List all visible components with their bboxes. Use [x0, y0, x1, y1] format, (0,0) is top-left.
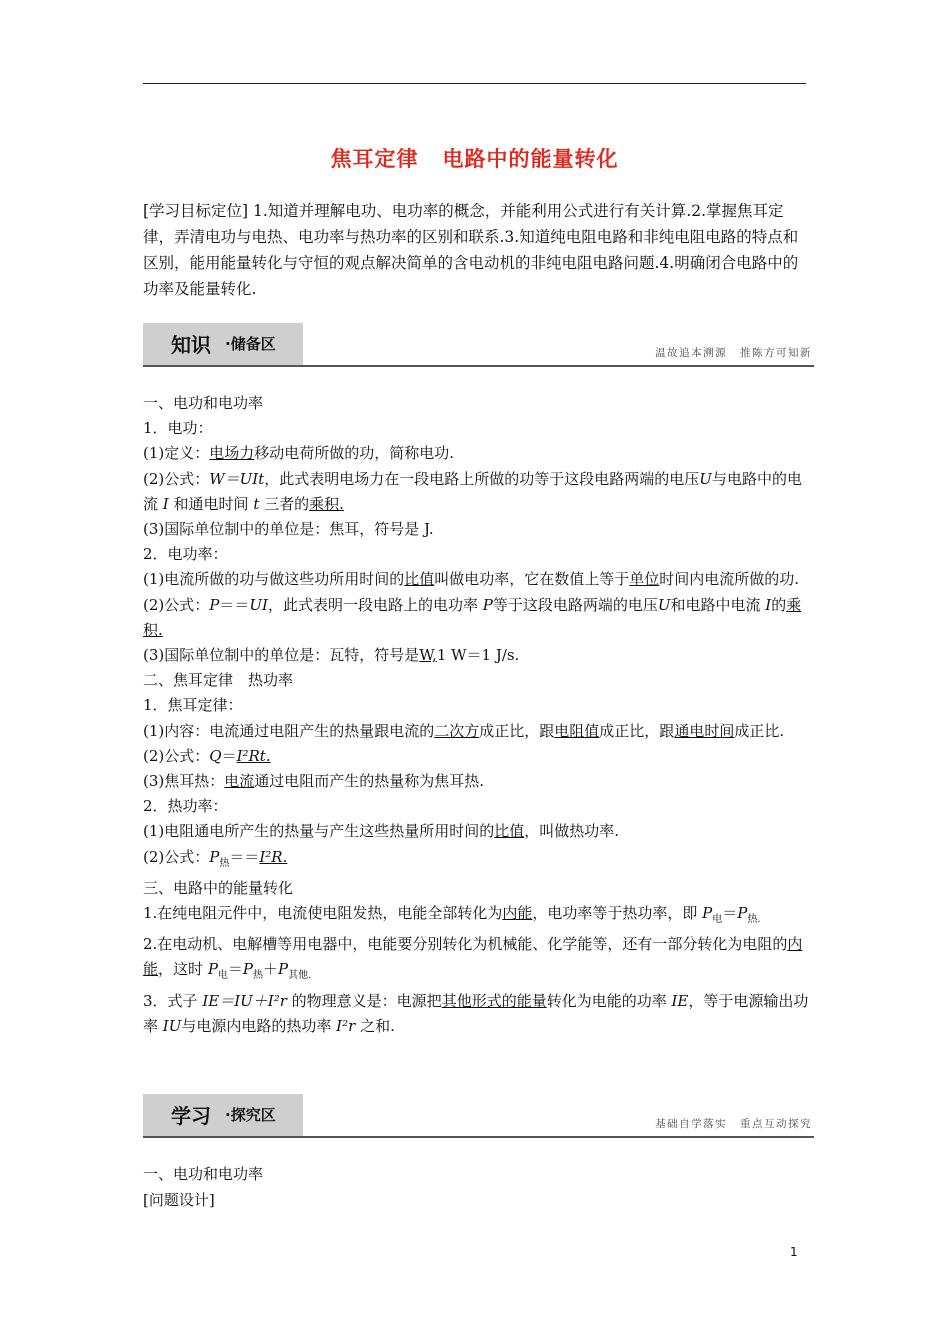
header-rule [143, 365, 814, 367]
para-10: (1)电阻通电所产生的热量与产生这些热量所用时间的比值，叫做热功率. [143, 822, 620, 841]
page-number: 1 [790, 1245, 798, 1259]
header-box [143, 1094, 303, 1136]
para-4: (1)电流所做的功与做这些功所用时间的比值叫做电功率，它在数值上等于单位时间内电流所做的功. [143, 570, 800, 589]
para-2: (2)公式：W＝UIt，此式表明电场力在一段电路上所做的功等于这段电路两端的电压U与电路中的电流 I 和通电时间 t 三者的乘积. [143, 469, 802, 513]
item-4: 2．热功率： [143, 797, 228, 816]
para-7: (1)内容：电流通过电阻产生的热量跟电流的二次方成正比，跟电阻值成正比，跟通电时间成正比. [143, 721, 785, 740]
study-heading-2: [问题设计] [143, 1191, 215, 1209]
header-box [143, 323, 303, 365]
para-14: 3．式子 IE＝IU＋I²r 的物理意义是：电源把其他形式的能量转化为电能的功率 IE，等于电源输出功率 IU与电源内电路的热功率 I²r 之和. [143, 991, 809, 1035]
section-header-study [143, 1094, 814, 1138]
header-slogan: 温故追本溯源 推陈方可知新 [655, 347, 812, 359]
item-2: 2．电功率： [143, 545, 228, 564]
title-part2: 电路中的能量转化 [442, 147, 619, 171]
para-8: (2)公式：Q＝I²Rt. [143, 746, 271, 765]
heading-1: 一、电功和电功率 [143, 394, 264, 412]
para-11: (2)公式：$P_热==I^2R$. [143, 847, 288, 869]
header-big: 知识 [171, 333, 211, 357]
learning-objectives: [学习目标定位] 1.知道并理解电功、电功率的概念，并能利用公式进行有关计算.2.掌握焦耳定律，弄清电功与电热、电功率与热功率的区别和联系.3.知道纯电阻电路和非纯电阻电路的特点和区别，能用能量转化与守恒的观点解决简单的含电动机的非纯电阻电路问题.4.明确闭合电路中的功率及能量转化. [143, 202, 799, 298]
para-13: 2.在电动机、电解槽等用电器中，电能要分别转化为机械能、化学能等，还有一部分转化为电阻的内能，这时 $P_电=P_热+P_{其他.}$ [143, 935, 803, 982]
para-12: 1.在纯电阻元件中，电流使电阻发热，电能全部转化为内能，电功率等于热功率，即 $P_电=P_{热.}$ [143, 904, 761, 926]
para-1: (1)定义：电场力移动电荷所做的功，简称电功. [143, 444, 455, 463]
page-title [143, 143, 806, 173]
item-3: 1．焦耳定律： [143, 696, 243, 715]
heading-2: 二、焦耳定律 热功率 [143, 671, 294, 690]
header-small: ·探究区 [225, 1106, 276, 1124]
study-heading-1: 一、电功和电功率 [143, 1165, 264, 1183]
title-part1: 焦耳定律 [330, 147, 419, 171]
header-small: ·储备区 [225, 335, 276, 353]
para-6: (3)国际单位制中的单位是：瓦特，符号是W,1 W＝1 J/s. [143, 646, 520, 665]
top-rule [143, 83, 806, 84]
item-1: 1．电功： [143, 419, 213, 438]
para-5: (2)公式：P＝＝UI，此式表明一段电路上的电功率 P等于这段电路两端的电压U和电路中电流 I的乘积. [143, 595, 802, 639]
study-content [143, 1161, 811, 1213]
heading-3: 三、电路中的能量转化 [143, 878, 294, 897]
para-9: (3)焦耳热：电流通过电阻而产生的热量称为焦耳热. [143, 772, 485, 791]
header-slogan: 基础自学落实 重点互动探究 [655, 1118, 812, 1130]
header-big: 学习 [171, 1104, 211, 1128]
section-header-knowledge [143, 323, 814, 367]
header-rule [143, 1136, 814, 1138]
para-3: (3)国际单位制中的单位是：焦耳，符号是 J. [143, 520, 434, 539]
knowledge-content [143, 391, 811, 1039]
